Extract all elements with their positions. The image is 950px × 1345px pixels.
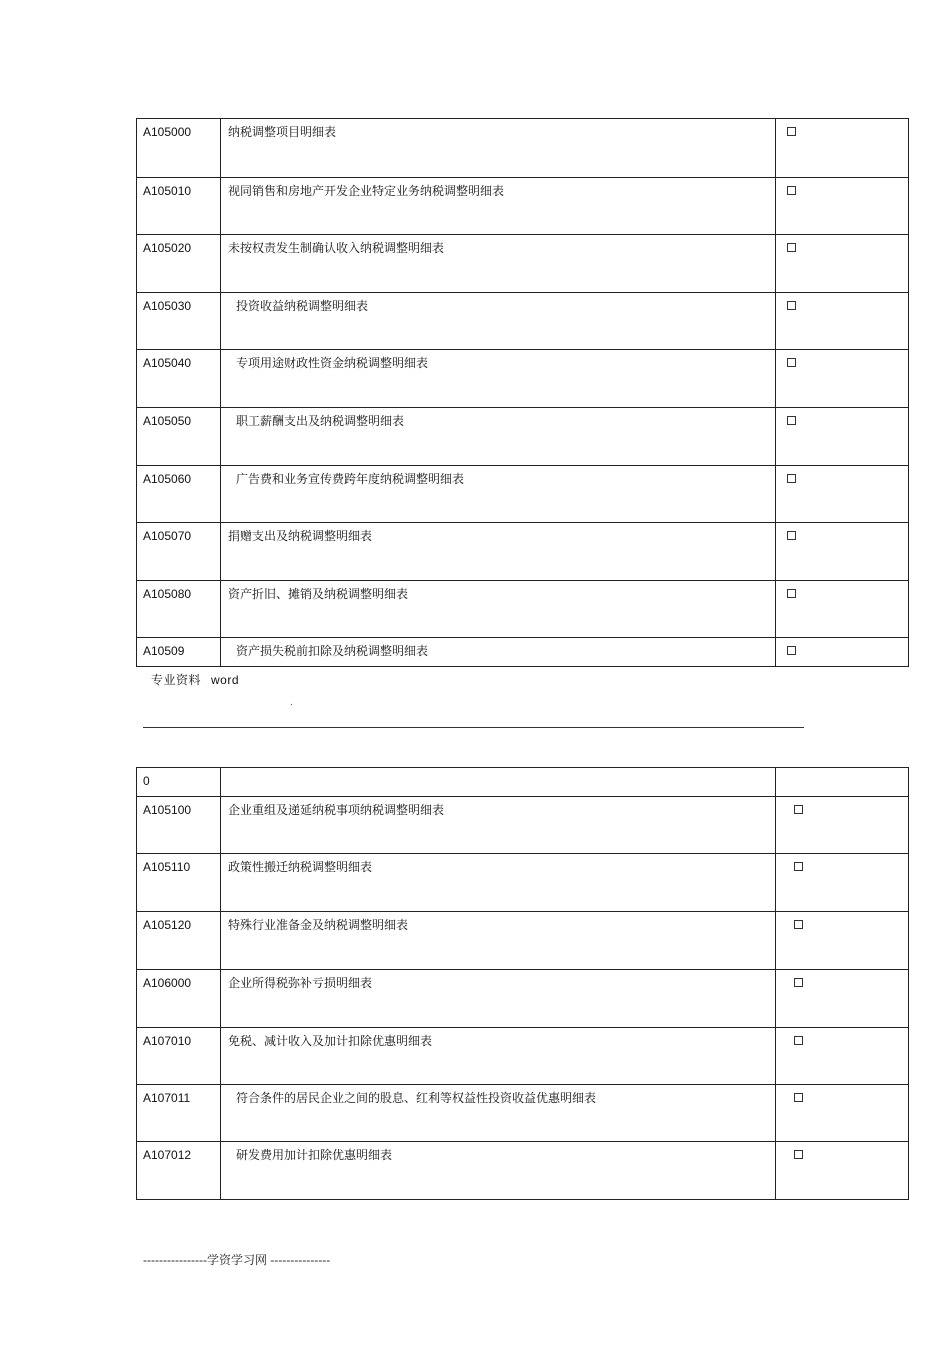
row-name: 资产损失税前扣除及纳税调整明细表 — [221, 638, 776, 667]
table-row — [137, 293, 909, 350]
checkbox[interactable] — [794, 805, 803, 814]
row-name: 资产折旧、摊销及纳税调整明细表 — [221, 581, 776, 638]
table-row — [137, 523, 909, 581]
checkbox[interactable] — [787, 301, 796, 310]
row-name: 企业重组及递延纳税事项纳税调整明细表 — [221, 797, 776, 854]
row-name: 专项用途财政性资金纳税调整明细表 — [221, 350, 776, 408]
checkbox[interactable] — [794, 862, 803, 871]
table-row — [137, 119, 909, 178]
table-row — [137, 178, 909, 235]
form-table-2 — [136, 767, 909, 1200]
row-check-cell — [776, 1085, 909, 1142]
row-code: A105100 — [137, 797, 221, 854]
checkbox[interactable] — [787, 474, 796, 483]
row-code: A105000 — [137, 119, 221, 178]
row-code: A105050 — [137, 408, 221, 466]
checkbox[interactable] — [787, 186, 796, 195]
row-check-cell — [776, 235, 909, 293]
checkbox[interactable] — [794, 920, 803, 929]
row-check-cell — [776, 797, 909, 854]
table-row — [137, 1142, 909, 1200]
row-name: 未按权责发生制确认收入纳税调整明细表 — [221, 235, 776, 293]
row-check-cell — [776, 854, 909, 912]
checkbox[interactable] — [787, 589, 796, 598]
row-name: 职工薪酬支出及纳税调整明细表 — [221, 408, 776, 466]
table-row — [137, 768, 909, 797]
table-row — [137, 638, 909, 667]
row-code: 0 — [137, 768, 221, 797]
row-check-cell — [776, 768, 909, 797]
row-code: A105020 — [137, 235, 221, 293]
row-name: 免税、减计收入及加计扣除优惠明细表 — [221, 1028, 776, 1085]
form-table-1 — [136, 118, 909, 667]
checkbox[interactable] — [787, 127, 796, 136]
row-name: 政策性搬迁纳税调整明细表 — [221, 854, 776, 912]
row-check-cell — [776, 466, 909, 523]
row-code: A105010 — [137, 178, 221, 235]
row-name: 捐赠支出及纳税调整明细表 — [221, 523, 776, 581]
row-check-cell — [776, 912, 909, 970]
table-row — [137, 854, 909, 912]
row-check-cell — [776, 350, 909, 408]
row-check-cell — [776, 408, 909, 466]
table-row — [137, 235, 909, 293]
table-row — [137, 797, 909, 854]
row-code: A106000 — [137, 970, 221, 1028]
page-footer-note — [151, 671, 239, 688]
table-row — [137, 466, 909, 523]
row-code: A107012 — [137, 1142, 221, 1200]
row-code: A105120 — [137, 912, 221, 970]
row-code: A105060 — [137, 466, 221, 523]
row-code: A105040 — [137, 350, 221, 408]
table-row — [137, 581, 909, 638]
row-check-cell — [776, 970, 909, 1028]
row-name: 符合条件的居民企业之间的股息、红利等权益性投资收益优惠明细表 — [221, 1085, 776, 1142]
row-check-cell — [776, 1028, 909, 1085]
checkbox[interactable] — [794, 1093, 803, 1102]
table-row — [137, 1085, 909, 1142]
checkbox[interactable] — [794, 1036, 803, 1045]
row-code: A105080 — [137, 581, 221, 638]
row-name: 视同销售和房地产开发企业特定业务纳税调整明细表 — [221, 178, 776, 235]
checkbox[interactable] — [787, 531, 796, 540]
table-row — [137, 912, 909, 970]
row-code: A10509 — [137, 638, 221, 667]
checkbox[interactable] — [787, 358, 796, 367]
row-check-cell — [776, 638, 909, 667]
row-check-cell — [776, 178, 909, 235]
row-check-cell — [776, 293, 909, 350]
row-name: 特殊行业准备金及纳税调整明细表 — [221, 912, 776, 970]
row-name: 广告费和业务宣传费跨年度纳税调整明细表 — [221, 466, 776, 523]
row-code: A105070 — [137, 523, 221, 581]
table-row — [137, 350, 909, 408]
footer-label: 专业资料 — [151, 673, 202, 687]
checkbox[interactable] — [794, 1150, 803, 1159]
table-row — [137, 1028, 909, 1085]
row-name — [221, 768, 776, 797]
footer-dot: . — [290, 698, 293, 708]
row-check-cell — [776, 119, 909, 178]
row-code: A107010 — [137, 1028, 221, 1085]
footer-word: word — [211, 673, 240, 687]
table-row — [137, 408, 909, 466]
row-code: A105110 — [137, 854, 221, 912]
checkbox[interactable] — [794, 978, 803, 987]
row-code: A107011 — [137, 1085, 221, 1142]
table-row — [137, 970, 909, 1028]
row-check-cell — [776, 523, 909, 581]
divider-line — [143, 727, 804, 728]
row-name: 企业所得税弥补亏损明细表 — [221, 970, 776, 1028]
checkbox[interactable] — [787, 416, 796, 425]
checkbox[interactable] — [787, 646, 796, 655]
row-check-cell — [776, 581, 909, 638]
row-code: A105030 — [137, 293, 221, 350]
row-name: 纳税调整项目明细表 — [221, 119, 776, 178]
row-check-cell — [776, 1142, 909, 1200]
row-name: 研发费用加计扣除优惠明细表 — [221, 1142, 776, 1200]
checkbox[interactable] — [787, 243, 796, 252]
site-footer: ----------------学资学习网 --------------- — [143, 1253, 331, 1267]
row-name: 投资收益纳税调整明细表 — [221, 293, 776, 350]
